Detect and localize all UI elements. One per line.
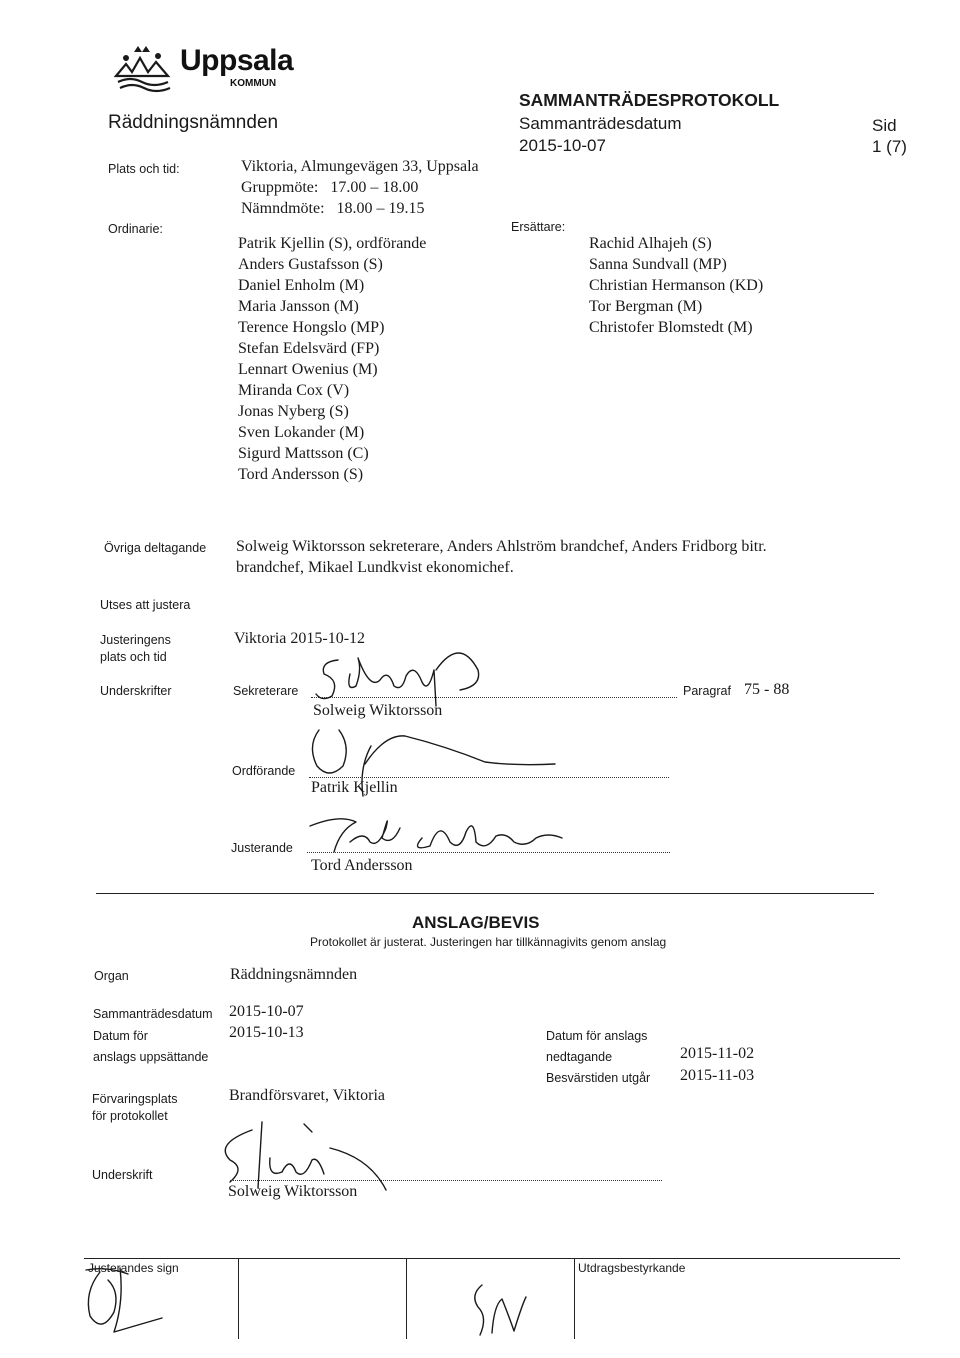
list-item: Daniel Enholm (M) (238, 277, 365, 294)
chair-signature-line (309, 777, 669, 778)
posted-label-1: Datum för (93, 1029, 148, 1043)
removal-label-2: nedtagande (546, 1050, 613, 1064)
paragraph-label: Paragraf (683, 684, 731, 698)
footer-initials-signature-2 (466, 1275, 536, 1345)
list-item: Patrik Kjellin (S), ordförande (238, 235, 427, 252)
paragraph-value: 75 - 88 (744, 681, 790, 698)
footer-top-line (84, 1258, 900, 1259)
removal-date: 2015-11-02 (680, 1045, 755, 1062)
footer-initials-signature (80, 1262, 170, 1342)
organ-label: Organ (94, 969, 129, 983)
ordinarie-label: Ordinarie: (108, 222, 163, 236)
justering-value: Viktoria 2015-10-12 (234, 630, 366, 647)
list-item: Rachid Alhajeh (S) (589, 235, 712, 252)
list-item: Terence Hongslo (MP) (238, 319, 385, 336)
committee-title: Räddningsnämnden (108, 112, 279, 133)
meeting-date: 2015-10-07 (519, 136, 606, 155)
list-item: Sven Lokander (M) (238, 424, 365, 441)
meeting-date-label: Sammanträdesdatum (519, 114, 682, 133)
footer-extract-label: Utdragsbestyrkande (578, 1261, 686, 1275)
document-type: SAMMANTRÄDESPROTOKOLL (519, 90, 780, 110)
list-item: Christian Hermanson (KD) (589, 277, 764, 294)
secretary-label: Sekreterare (233, 684, 299, 698)
ersattare-label: Ersättare: (511, 220, 566, 234)
list-item: Miranda Cox (V) (238, 382, 350, 399)
list-item: Stefan Edelsvärd (FP) (238, 340, 380, 357)
place-label: Plats och tid: (108, 162, 180, 176)
list-item: Sigurd Mattsson (C) (238, 445, 369, 462)
footer-divider-3 (574, 1259, 575, 1339)
anslag-subtitle: Protokollet är justerat. Justeringen har tillkännagivits genom anslag (310, 935, 667, 949)
list-item: Jonas Nyberg (S) (238, 403, 349, 420)
list-item: Maria Jansson (M) (238, 298, 359, 315)
list-item: Sanna Sundvall (MP) (589, 256, 727, 273)
signatures-label: Underskrifter (100, 684, 172, 698)
anslag-title: ANSLAG/BEVIS (412, 913, 540, 932)
group-meeting-time: Gruppmöte: 17.00 – 18.00 (241, 179, 419, 196)
posted-label-2: anslags uppsättande (93, 1050, 209, 1064)
chair-name: Patrik Kjellin (311, 779, 398, 796)
page-label: Sid (872, 116, 897, 135)
logo (112, 40, 302, 96)
footer-divider-2 (406, 1259, 407, 1339)
adjuster-handwritten-signature (300, 808, 570, 858)
ordinarie-list (238, 233, 426, 485)
justering-label-1: Justeringens (100, 633, 171, 647)
list-item: Anders Gustafsson (S) (238, 256, 383, 273)
justering-label-2: plats och tid (100, 650, 167, 664)
board-meeting-time: Nämndmöte: 18.00 – 19.15 (241, 200, 425, 217)
storage-label-2: för protokollet (92, 1109, 168, 1123)
list-item: Christofer Blomstedt (M) (589, 319, 753, 336)
list-item: Tord Andersson (S) (238, 466, 364, 483)
appeal-label: Besvärstiden utgår (546, 1071, 651, 1085)
anslag-signature-label: Underskrift (92, 1168, 153, 1182)
anslag-date-label: Sammanträdesdatum (93, 1007, 213, 1021)
storage-value: Brandförsvaret, Viktoria (229, 1087, 386, 1104)
anslag-signature-line (230, 1180, 662, 1181)
section-divider (96, 893, 874, 894)
anslag-date: 2015-10-07 (229, 1003, 304, 1020)
adjuster-signature-line (307, 852, 670, 853)
anslag-signature-name: Solweig Wiktorsson (228, 1183, 358, 1200)
adjuster-label: Justerande (231, 841, 293, 855)
removal-label-1: Datum för anslags (546, 1029, 648, 1043)
place-value: Viktoria, Almungevägen 33, Uppsala (241, 158, 479, 175)
coat-of-arms-icon (112, 42, 174, 94)
utses-label: Utses att justera (100, 598, 191, 612)
ovriga-label: Övriga deltagande (104, 541, 207, 555)
list-item: Tor Bergman (M) (589, 298, 703, 315)
ovriga-line-1: Solweig Wiktorsson sekreterare, Anders Ahlström brandchef, Anders Fridborg bitr. (236, 538, 767, 555)
organ-value: Räddningsnämnden (230, 966, 358, 983)
logo-name: Uppsala (180, 44, 294, 77)
posted-date: 2015-10-13 (229, 1024, 304, 1041)
footer-sign-label: Justerandes sign (88, 1261, 179, 1275)
logo-subtitle: KOMMUN (230, 78, 277, 89)
ersattare-list (589, 233, 763, 338)
page-number: 1 (7) (872, 137, 907, 156)
list-item: Lennart Owenius (M) (238, 361, 378, 378)
appeal-date: 2015-11-03 (680, 1067, 755, 1084)
ovriga-line-2: brandchef, Mikael Lundkvist ekonomichef. (236, 559, 514, 576)
footer-divider-1 (238, 1259, 239, 1339)
chair-label: Ordförande (232, 764, 296, 778)
adjuster-name: Tord Andersson (311, 857, 413, 874)
secretary-name: Solweig Wiktorsson (313, 702, 443, 719)
storage-label-1: Förvaringsplats (92, 1092, 178, 1106)
